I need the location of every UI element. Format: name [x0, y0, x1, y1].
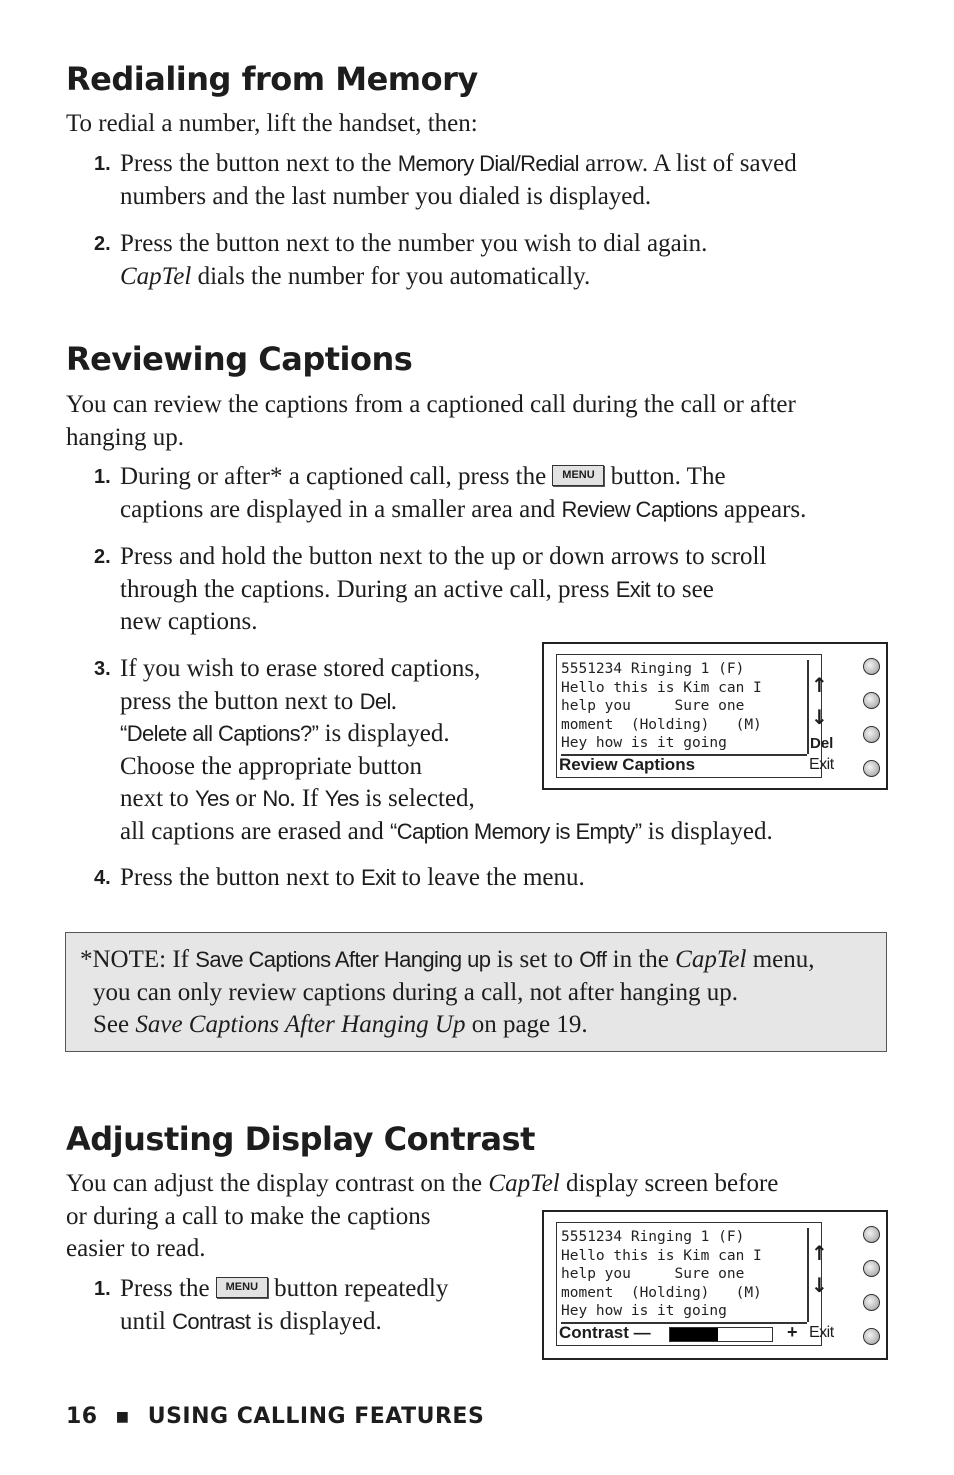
- step-number: 1.: [94, 153, 111, 175]
- side-button-4[interactable]: [863, 1328, 880, 1345]
- caption-line: Hey how is it going: [561, 1303, 727, 1319]
- side-button-1[interactable]: [863, 658, 880, 675]
- yes-label: Yes: [324, 786, 359, 811]
- text: .: [390, 687, 398, 715]
- step-number: 2.: [94, 546, 111, 568]
- text: next to: [120, 785, 195, 812]
- text: to leave the menu.: [395, 864, 585, 891]
- captel-name: CapTel: [488, 1170, 560, 1197]
- text: all captions are erased and: [120, 817, 391, 845]
- plus-icon: +: [787, 1322, 798, 1342]
- text: captions are displayed in a smaller area and: [120, 495, 562, 523]
- text: Press the: [120, 1275, 216, 1302]
- text: Press and hold the button next to the up or down arrows to scroll: [120, 543, 767, 570]
- exit-softkey-label: Exit: [809, 1324, 834, 1341]
- review-step-2: [94, 541, 767, 639]
- step-number: 1.: [94, 1278, 111, 1300]
- review-captions-label: Review Captions: [561, 496, 718, 522]
- contrast-level-bar: [669, 1327, 773, 1342]
- captel-name: CapTel: [120, 262, 192, 290]
- no-label: No: [262, 786, 290, 811]
- text: or: [229, 785, 263, 812]
- text: Press the button next to the number you wish to dial again.: [120, 230, 708, 257]
- redial-step-1: [94, 148, 797, 213]
- caption-line: moment (Holding) (M): [561, 1284, 762, 1301]
- text: is displayed.: [641, 817, 773, 845]
- side-button-2[interactable]: [863, 692, 880, 709]
- page-reference: Save Captions After Hanging Up: [135, 1011, 466, 1038]
- captel-display-contrast: [542, 1210, 888, 1360]
- text: Press the button next to the: [120, 150, 398, 177]
- text: until: [120, 1307, 173, 1335]
- text: new captions.: [120, 608, 258, 635]
- text: easier to read.: [66, 1235, 206, 1262]
- heading-adjusting-contrast: Adjusting Display Contrast: [66, 1120, 535, 1158]
- review-step-4: [94, 862, 585, 895]
- exit-label: Exit: [360, 865, 396, 890]
- side-button-3[interactable]: [863, 726, 880, 743]
- up-arrow-icon: ↑: [811, 1241, 828, 1265]
- contrast-label: Contrast: [172, 1308, 251, 1334]
- page-footer: [66, 1404, 484, 1429]
- exit-label: Exit: [615, 576, 650, 602]
- text: menu,: [746, 946, 815, 973]
- caption-line: 5551234 Ringing 1 (F): [561, 1229, 745, 1245]
- text: is selected,: [358, 785, 475, 812]
- text: Choose the appropriate button: [120, 752, 423, 780]
- side-button-1[interactable]: [863, 1226, 880, 1243]
- heading-reviewing-captions: Reviewing Captions: [66, 340, 413, 378]
- del-label: Del: [359, 688, 391, 714]
- text: You can review the captions from a captioned call during the call or after: [66, 391, 796, 418]
- note-box: [65, 932, 887, 1052]
- redial-intro: To redial a number, lift the handset, then:: [66, 110, 478, 137]
- caption-line: Hey how is it going: [561, 735, 727, 751]
- contrast-level-fill: [670, 1328, 718, 1341]
- text: dials the number for you automatically.: [191, 262, 591, 290]
- text: See: [93, 1011, 136, 1038]
- note-text: [80, 944, 880, 1042]
- page-number: 16: [66, 1404, 98, 1429]
- review-captions-status: Review Captions: [559, 755, 696, 774]
- delete-all-captions-label: “Delete all Captions?”: [120, 721, 319, 746]
- captel-display-review: [542, 642, 888, 790]
- caption-line: help you Sure one: [561, 1266, 745, 1282]
- step-number: 1.: [94, 466, 111, 488]
- text: press the button next to: [120, 687, 360, 715]
- caption-line: moment (Holding) (M): [561, 716, 762, 733]
- text: is displayed.: [318, 720, 450, 747]
- step-number: 2.: [94, 233, 111, 255]
- contrast-step-1: [94, 1273, 449, 1338]
- text: hanging up.: [66, 423, 185, 451]
- text: in the: [606, 946, 676, 973]
- redial-step-2: [94, 228, 708, 293]
- text: you can only review captions during a call, not after hanging up.: [93, 978, 738, 1006]
- caption-line: help you Sure one: [561, 698, 745, 714]
- caption-scroll-divider: [807, 1228, 809, 1322]
- section-name: USING CALLING FEATURES: [147, 1404, 485, 1429]
- contrast-status: Contrast —: [559, 1323, 651, 1342]
- caption-text: [561, 1228, 762, 1321]
- text: numbers and the last number you dialed is displayed.: [120, 182, 652, 210]
- side-button-4[interactable]: [863, 760, 880, 777]
- caption-memory-empty-label: “Caption Memory is Empty”: [390, 818, 642, 844]
- del-softkey-label: Del: [810, 735, 834, 752]
- step-number: 3.: [94, 658, 111, 680]
- caption-text: [561, 660, 762, 753]
- step-number: 4.: [94, 867, 111, 889]
- text: If you wish to erase stored captions,: [120, 655, 481, 682]
- caption-line: 5551234 Ringing 1 (F): [561, 661, 745, 677]
- text: button. The: [604, 463, 726, 490]
- caption-line: Hello this is Kim can I: [561, 1247, 762, 1264]
- text: *NOTE: If: [80, 946, 196, 973]
- side-button-3[interactable]: [863, 1294, 880, 1311]
- text: display screen before: [559, 1170, 779, 1197]
- off-label: Off: [579, 947, 607, 972]
- down-arrow-icon: ↓: [811, 705, 828, 729]
- text: You can adjust the display contrast on the: [66, 1170, 489, 1197]
- text: or during a call to make the captions: [66, 1202, 431, 1230]
- captel-name: CapTel: [675, 946, 747, 973]
- text: appears.: [717, 495, 807, 523]
- heading-redialing: Redialing from Memory: [66, 60, 478, 98]
- caption-scroll-divider: [807, 660, 809, 754]
- text: button repeatedly: [267, 1275, 449, 1302]
- caption-line: Hello this is Kim can I: [561, 679, 762, 696]
- down-arrow-icon: ↓: [811, 1273, 828, 1297]
- menu-button-icon: MENU: [216, 1277, 268, 1298]
- display-screen: [556, 1222, 834, 1346]
- review-intro: [66, 389, 896, 454]
- review-step-1: [94, 461, 807, 526]
- memory-dial-label: Memory Dial/Redial: [397, 151, 579, 176]
- text: is displayed.: [250, 1307, 382, 1335]
- text: on page 19.: [465, 1011, 588, 1038]
- side-button-2[interactable]: [863, 1260, 880, 1277]
- text: through the captions. During an active call, press: [120, 575, 616, 603]
- display-screen: [556, 654, 834, 778]
- text: Press the button next to: [120, 864, 361, 891]
- text: During or after* a captioned call, press the: [120, 463, 553, 490]
- save-captions-label: Save Captions After Hanging up: [195, 947, 491, 972]
- menu-button-icon: MENU: [552, 465, 604, 486]
- text: . If: [289, 785, 325, 812]
- text: to see: [649, 575, 714, 603]
- exit-softkey-label: Exit: [809, 756, 834, 773]
- yes-label: Yes: [195, 786, 230, 811]
- text: is set to: [490, 946, 580, 973]
- text: arrow. A list of saved: [578, 150, 797, 177]
- square-bullet-icon: ■: [115, 1409, 130, 1425]
- up-arrow-icon: ↑: [811, 673, 828, 697]
